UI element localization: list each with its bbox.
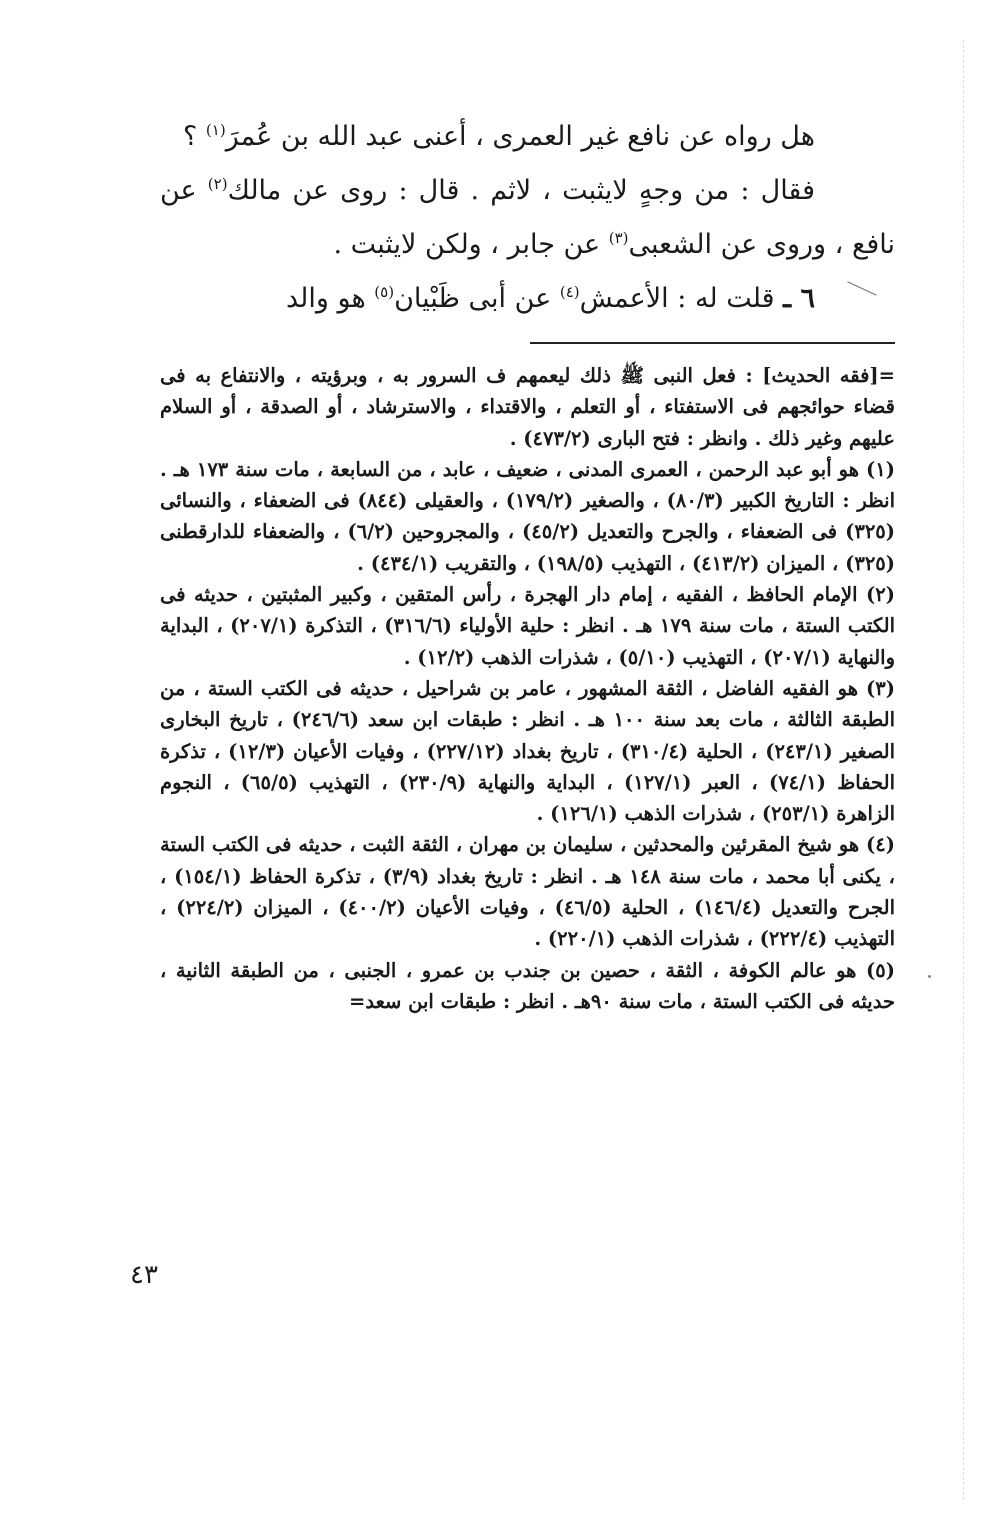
main-line-1-end: ؟ [183, 121, 206, 152]
footnote-5: (٥) هو عالم الكوفة ، الثقة ، حصين بن جندب بن عمرو ، الجنبى ، من الطبقة الثانية ، حديثه فى الكتب الستة ، مات سنة ٩٠هـ . انظر : طبقات ابن سعد= [160, 958, 895, 1013]
footnote-ref-4[interactable]: (٤) [559, 283, 580, 301]
question-number: ٦ ـ [783, 283, 815, 314]
footnote-1: (١) هو أبو عبد الرحمن ، العمرى المدنى ، ضعيف ، عابد ، من السابعة ، مات سنة ١٧٣ هـ . انظر : التاريخ الكبير (٨٠/٣) ، والصغير (١٧٩/٢) ، والعقيلى (٨٤٤) فى الضعفاء ، والنسائى (٣٢٥) فى الضعفاء ، والجرح والتعديل (٤٥/٢) ، والمجروحين (٦/٢) ، والضعفاء للدارقطنى (٣٢٥) ، الميزان (٤١٣/٢) ، التهذيب (١٩٨/٥) ، والتقريب (٤٣٤/١) . [160, 457, 895, 575]
footnote-ref-1[interactable]: (١) [205, 121, 226, 139]
main-text [160, 110, 895, 326]
page-edge-mark [963, 40, 964, 1500]
question-6-part-a: قلت له : الأعمش [579, 283, 784, 314]
question-6-part-c: هو والد [286, 283, 375, 314]
footnotes-section [160, 360, 895, 1017]
margin-dot-mark [928, 975, 931, 978]
page-number: ٤٣ [130, 1260, 158, 1290]
footnote-2: (٢) الإمام الحافظ ، الفقيه ، إمام دار الهجرة ، رأس المتقين ، وكبير المثبتين ، حديثه فى الكتب الستة ، مات سنة ١٧٩ هـ . انظر : حلية الأولياء (٣١٦/٦) ، التذكرة (٢٠٧/١) ، البداية والنهاية (٢٠٧/١) ، التهذيب (٥/١٠) ، شذرات الذهب (١٢/٢) . [160, 583, 895, 669]
footnote-3: (٣) هو الفقيه الفاضل ، الثقة المشهور ، عامر بن شراحيل ، حديثه فى الكتب الستة ، من الطبقة الثالثة ، مات بعد سنة ١٠٠ هـ . انظر : طبقات ابن سعد (٢٤٦/٦) ، تاريخ البخارى الصغير (٢٤٣/١) ، الحلية (٣١٠/٤) ، تاريخ بغداد (٢٢٧/١٢) ، وفيات الأعيان (١٢/٣) ، تذكرة الحفاظ (٧٤/١) ، العبر (١٢٧/١) ، البداية والنهاية (٢٣٠/٩) ، التهذيب (٦٥/٥) ، النجوم الزاهرة (٢٥٣/١) ، شذرات الذهب (١٢٦/١) . [160, 676, 896, 826]
main-paragraph-2 [160, 164, 895, 272]
footnote-4: (٤) هو شيخ المقرئين والمحدثين ، سليمان بن مهران ، الثقة الثبت ، حديثه فى الكتب الستة ، يكنى أبا محمد ، مات سنة ١٤٨ هـ . انظر : تاريخ بغداد (٣/٩) ، تذكرة الحفاظ (١٥٤/١) ، الجرح والتعديل (١٤٦/٤) ، الحلية (٤٦/٥) ، وفيات الأعيان (٤٠٠/٢) ، الميزان (٢٢٤/٢) ، التهذيب (٢٢٢/٤) ، شذرات الذهب (٢٢٠/١) . [160, 833, 895, 951]
footnote-ref-5[interactable]: (٥) [374, 283, 395, 301]
main-line-1-text: هل رواه عن نافع غير العمرى ، أعنى عبد الله بن عُمرَ [225, 121, 815, 152]
footnote-ref-3[interactable]: (٣) [608, 229, 629, 247]
question-6-part-b: عن أبى ظَبْيان [394, 283, 560, 314]
main-line-1 [160, 110, 895, 164]
main-paragraph-2-part-b: عن نافع ، وروى عن الشعبى [160, 175, 895, 260]
main-paragraph-2-part-a: فقال : من وجهٍ لايثبت ، لاثم . قال : روى عن مالك [227, 175, 815, 206]
footnote-ref-2[interactable]: (٢) [207, 175, 228, 193]
footnote-divider [530, 342, 895, 344]
footnote-continued: =[فقه الحديث] : فعل النبى ﷺ ذلك ليعمهم ف السرور به ، وبرؤيته ، والانتفاع به فى قضاء حوائجهم فى الاستفتاء ، أو التعلم ، والاقتداء ، والاسترشاد ، أو الصدقة ، أو السلام عليهم وغير ذلك . وانظر : فتح البارى (٤٧٣/٢) . [160, 364, 895, 450]
question-6 [160, 272, 895, 326]
main-paragraph-2-part-c: عن جابر ، ولكن لايثبت . [333, 229, 609, 260]
